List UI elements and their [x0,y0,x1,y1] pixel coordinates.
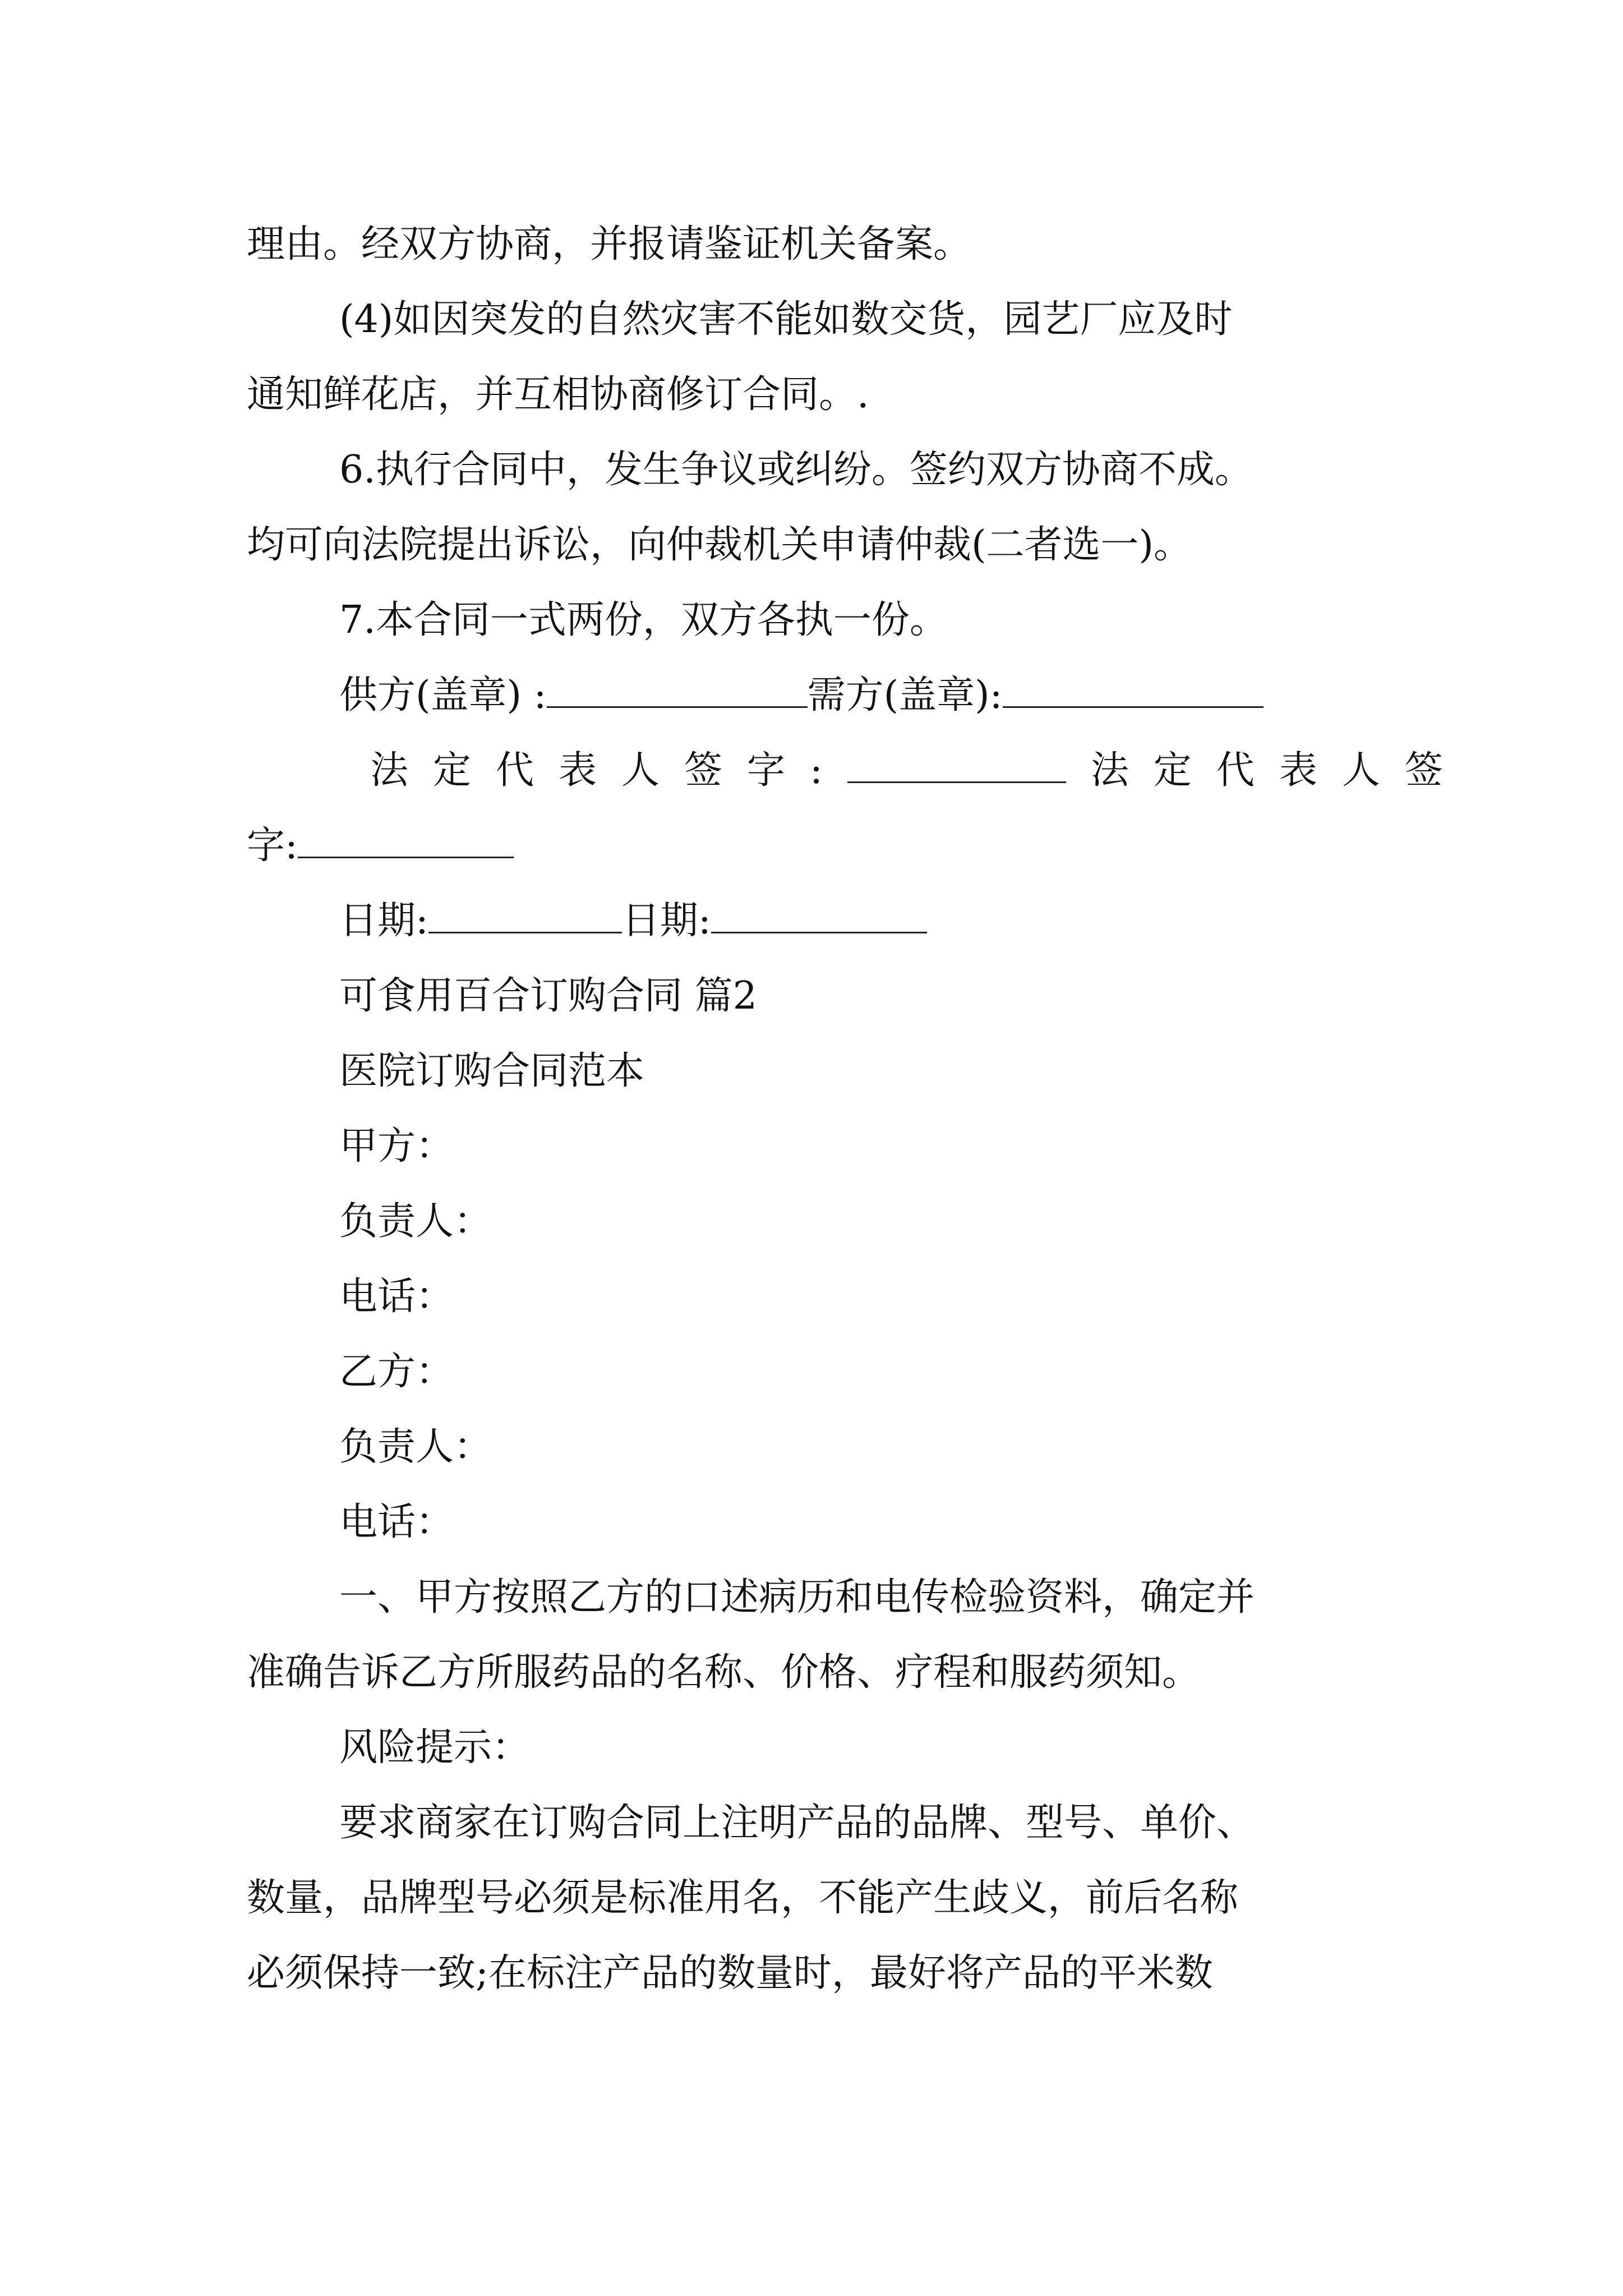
text-line: 理由。经双方协商，并报请鉴证机关备案。 [247,222,972,266]
text-line: 6.执行合同中，发生争议或纠纷。签约双方协商不成。 [339,448,1253,492]
rep-sign-line [370,748,1468,793]
rep-sign-line-cont [247,823,514,868]
rep-sign-blank-2 [298,856,514,858]
supply-seal-label: 供方(盖章) : [339,673,547,717]
text-line: 均可向法院提出诉讼，向仲裁机关申请仲裁(二者选一)。 [247,523,1192,567]
date-line [339,899,927,943]
text-line: 7.本合同一式两份，双方各执一份。 [339,598,948,642]
seal-line [339,673,1264,717]
party-a-person-label: 负责人： [339,1199,492,1244]
party-b-person-label: 负责人： [339,1425,492,1469]
date-blank-1 [428,931,622,933]
section-heading: 可食用百合订购合同 篇2 [339,974,757,1018]
rep-sign-label-1: 法定代表人签字: [370,748,847,793]
rep-sign-label-2a: 法定代表人签 [1090,748,1468,793]
rep-sign-label-2b: 字: [247,823,298,868]
text-line: 必须保持一致;在标注产品的数量时，最好将产品的平米数 [247,1951,1213,1995]
date-label-1: 日期: [339,899,428,943]
party-b-label: 乙方： [339,1350,454,1394]
text-line: 通知鲜花店，并互相协商修订合同。. [247,372,869,417]
date-blank-2 [711,931,927,933]
party-b-phone-label: 电话： [339,1500,454,1544]
text-line: 一、甲方按照乙方的口述病历和电传检验资料，确定并 [339,1575,1255,1619]
text-line: 准确告诉乙方所服药品的名称、价格、疗程和服药须知。 [247,1650,1201,1695]
text-line: 数量，品牌型号必须是标准用名，不能产生歧义，前后名称 [247,1876,1239,1920]
demand-seal-label: 需方(盖章): [807,673,1003,717]
supply-seal-blank [547,706,808,708]
party-a-label: 甲方： [339,1124,454,1168]
risk-label: 风险提示： [339,1726,531,1770]
section-title: 医院订购合同范本 [339,1049,645,1093]
text-line: (4)如因突发的自然灾害不能如数交货，园艺厂应及时 [339,297,1233,342]
text-line: 要求商家在订购合同上注明产品的品牌、型号、单价、 [339,1801,1255,1845]
date-label-2: 日期: [621,899,711,943]
demand-seal-blank [1003,706,1264,708]
party-a-phone-label: 电话： [339,1274,454,1319]
rep-sign-blank-1 [847,781,1066,783]
